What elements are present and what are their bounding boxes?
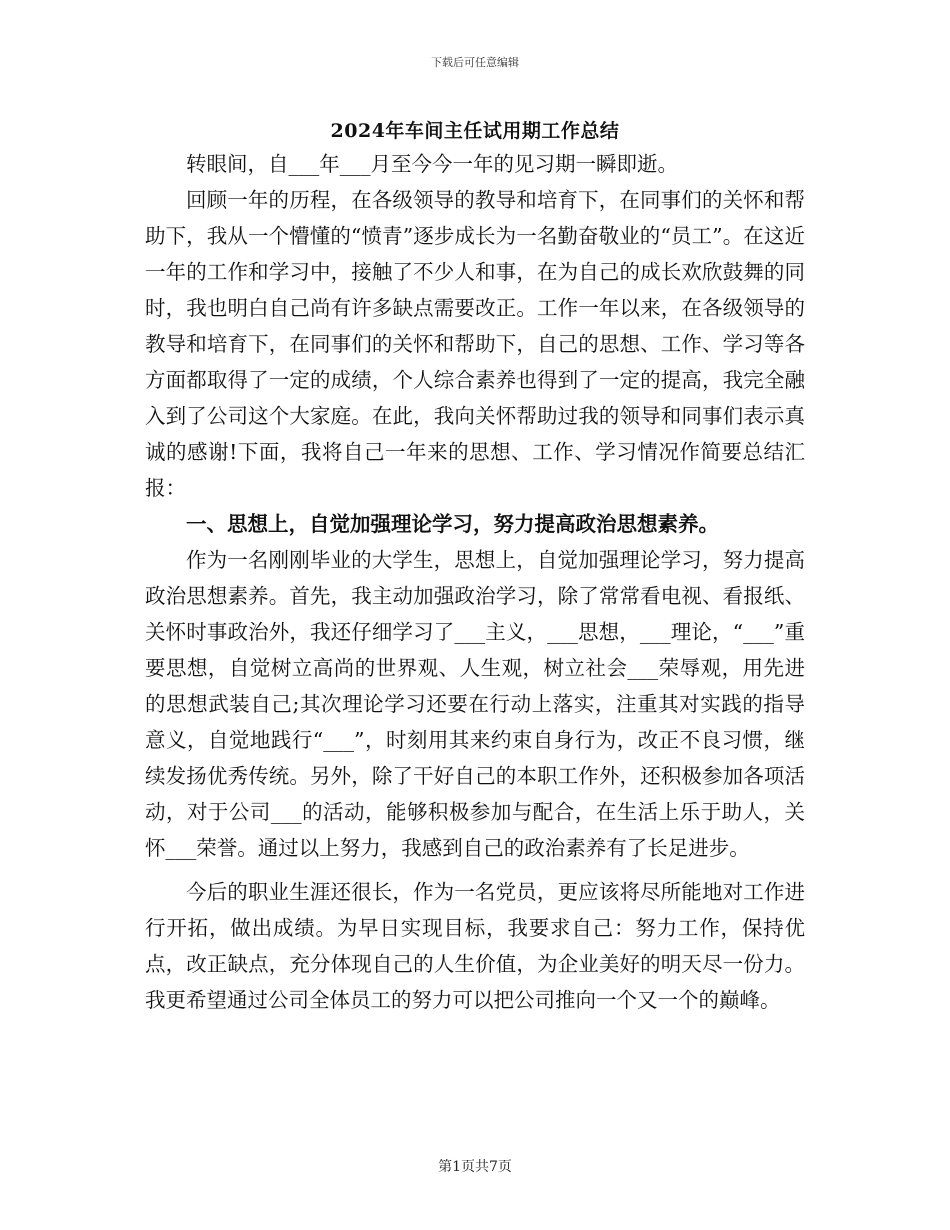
page-number: 第1页共7页	[438, 1159, 512, 1175]
document-body	[145, 146, 805, 1018]
document-title: 2024年车间主任试用期工作总结	[330, 120, 620, 142]
paragraph-intro: 转眼间，自___年___月至今今一年的见习期一瞬即逝。	[186, 152, 678, 176]
section-heading-ideology: 一、思想上，自觉加强理论学习，努力提高政治思想素养。	[186, 512, 719, 536]
paragraph-review: 回顾一年的历程，在各级领导的教导和培育下，在同事们的关怀和帮助下，我从一个懵懂的“愤青”逐步成长为一名勤奋敬业的“员工”。在这近一年的工作和学习中，接触了不少人和事，在为自己的成长欢欣鼓舞的同时，我也明白自己尚有许多缺点需要改正。工作一年以来，在各级领导的教导和培育下，在同事们的关怀和帮助下，自己的思想、工作、学习等各方面都取得了一定的成绩，个人综合素养也得到了一定的提高，我完全融入到了公司这个大家庭。在此，我向关怀帮助过我的领导和同事们表示真诚的感谢!下面，我将自己一年来的思想、工作、学习情况作简要总结汇报：	[145, 188, 805, 500]
paragraph-ideology: 作为一名刚刚毕业的大学生，思想上，自觉加强理论学习，努力提高政治思想素养。首先，我主动加强政治学习，除了常常看电视、看报纸、关怀时事政治外，我还仔细学习了___主义，___思想，___理论，“___”重要思想，自觉树立高尚的世界观、人生观，树立社会___荣辱观，用先进的思想武装自己;其次理论学习还要在行动上落实，注重其对实践的指导意义，自觉地践行“___”，时刻用其来约束自身行为，改正不良习惯，继续发扬优秀传统。另外，除了干好自己的本职工作外，还积极参加各项活动，对于公司___的活动，能够积极参加与配合，在生活上乐于助人，关怀___荣誉。通过以上努力，我感到自己的政治素养有了长足进步。	[145, 548, 805, 860]
header-note: 下载后可任意编辑	[431, 56, 519, 69]
paragraph-future: 今后的职业生涯还很长，作为一名党员，更应该将尽所能地对工作进行开拓，做出成绩。为早日实现目标，我要求自己：努力工作，保持优点，改正缺点，充分体现自己的人生价值，为企业美好的明天尽一份力。我更希望通过公司全体员工的努力可以把公司推向一个又一个的巅峰。	[145, 880, 805, 1012]
